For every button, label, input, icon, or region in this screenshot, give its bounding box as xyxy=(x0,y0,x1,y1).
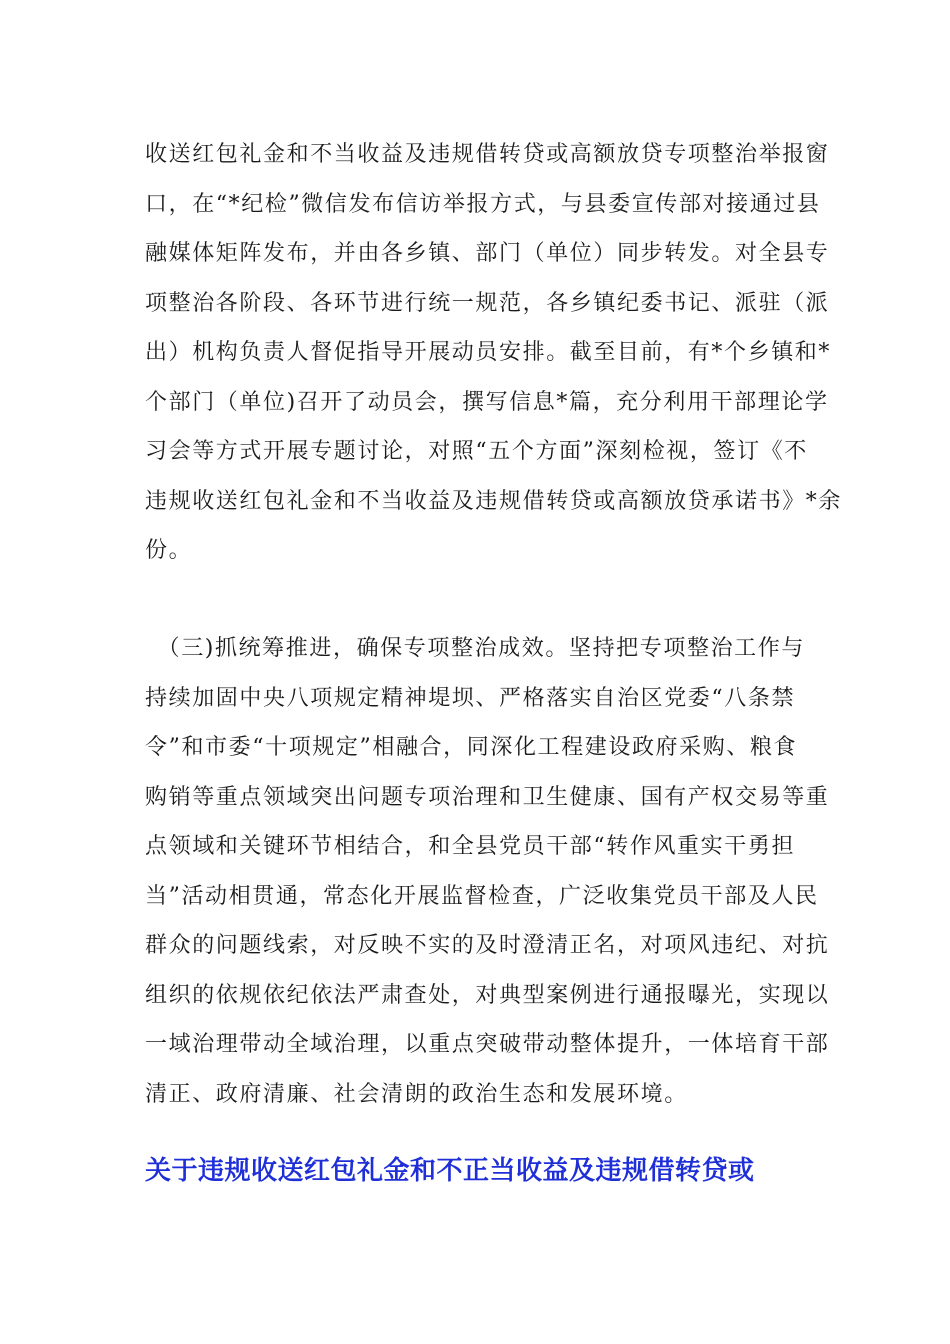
paragraph-line: 群众的问题线索，对反映不实的及时澄清正名，对项风违纪、对抗 xyxy=(145,933,830,958)
paragraph-line: 融媒体矩阵发布，并由各乡镇、部门（单位）同步转发。对全县专 xyxy=(145,241,830,266)
paragraph-line: 持续加固中央八项规定精神堤坝、严格落实自治区党委“八条禁 xyxy=(145,685,796,711)
paragraph-line: 购销等重点领域突出问题专项治理和卫生健康、国有产权交易等重 xyxy=(145,784,830,810)
paragraph-line: 违规收送红包礼金和不当收益及违规借转贷或高额放贷承诺书》*余 xyxy=(145,488,843,514)
paragraph-line: 点领域和关键环节相结合，和全县党员干部“转作风重实干勇担 xyxy=(145,834,796,859)
body-paragraph-1 xyxy=(145,130,843,576)
paragraph-line: 口，在“*纪检”微信发布信访举报方式，与县委宣传部对接通过县 xyxy=(145,191,821,217)
paragraph-line: 令”和市委“十项规定”相融合，同深化工程建设政府采购、粮食 xyxy=(145,735,798,760)
paragraph-line: 份。 xyxy=(145,538,193,563)
paragraph-line: 出）机构负责人督促指导开展动员安排。截至目前，有*个乡镇和* xyxy=(145,340,832,365)
section-heading: 关于违规收送红包礼金和不正当收益及违规借转贷或 xyxy=(145,1156,755,1186)
paragraph-line: 项整治各阶段、各环节进行统一规范，各乡镇纪委书记、派驻（派 xyxy=(145,290,830,316)
body-paragraph-2 xyxy=(145,624,830,1119)
paragraph-line: 当”活动相贯通，常态化开展监督检查，广泛收集党员干部及人民 xyxy=(145,883,819,909)
paragraph-line: 收送红包礼金和不当收益及违规借转贷或高额放贷专项整治举报窗 xyxy=(145,142,830,167)
paragraph-line: 组织的依规依纪依法严肃查处，对典型案例进行通报曝光，实现以 xyxy=(145,982,830,1008)
paragraph-line: （三)抓统筹推进，确保专项整治成效。坚持把专项整治工作与 xyxy=(145,636,805,661)
paragraph-line: 清正、政府清廉、社会清朗的政治生态和发展环境。 xyxy=(145,1081,688,1107)
paragraph-line: 个部门（单位)召开了动员会，撰写信息*篇，充分利用干部理论学 xyxy=(145,389,829,415)
paragraph-line: 一域治理带动全域治理，以重点突破带动整体提升，一体培育干部 xyxy=(145,1032,830,1057)
paragraph-line: 习会等方式开展专题讨论，对照“五个方面”深刻检视，签订《不 xyxy=(145,439,808,464)
